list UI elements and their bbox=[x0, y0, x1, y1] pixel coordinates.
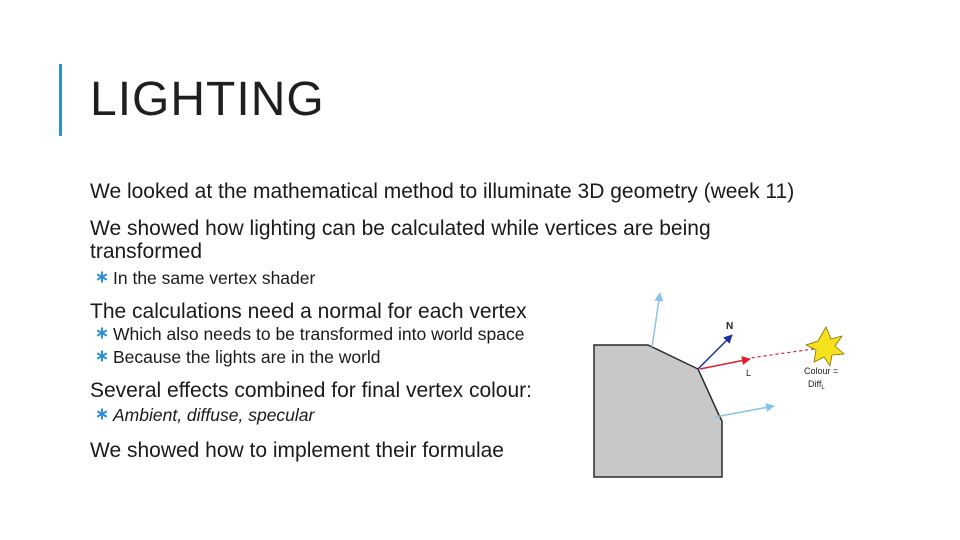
sub-bullet-text: Which also needs to be transformed into world space bbox=[113, 324, 525, 344]
lighting-diagram bbox=[590, 285, 870, 485]
side-normal-right-arrow bbox=[715, 406, 774, 417]
bullet-item: We showed how to implement their formulae bbox=[90, 439, 504, 462]
colour-label: Colour = bbox=[804, 366, 839, 376]
sub-bullet-text: Ambient, diffuse, specular bbox=[113, 405, 315, 425]
diff-formula: Diff$_L$ bbox=[808, 379, 825, 391]
sub-bullet-text: In the same vertex shader bbox=[113, 268, 316, 288]
slide-title: LIGHTING bbox=[90, 73, 325, 126]
light-direction-line bbox=[750, 348, 820, 358]
bullet-item: Several effects combined for final vertex colour: bbox=[90, 379, 532, 402]
asterisk-icon bbox=[96, 327, 108, 339]
light-source-icon bbox=[806, 327, 844, 366]
bullet-item: We showed how lighting can be calculated while vertices are being transformed bbox=[90, 217, 711, 263]
asterisk-icon bbox=[96, 408, 108, 420]
sub-bullet-text: Because the lights are in the world bbox=[113, 347, 381, 367]
asterisk-icon bbox=[96, 350, 108, 362]
bullet-item: We looked at the mathematical method to illuminate 3D geometry (week 11) bbox=[90, 180, 795, 203]
bullet-item: The calculations need a normal for each vertex bbox=[90, 300, 527, 323]
light-label: L bbox=[746, 368, 752, 378]
title-accent-bar bbox=[59, 64, 62, 136]
side-normal-top-arrow bbox=[652, 293, 660, 347]
asterisk-icon bbox=[96, 271, 108, 283]
normal-label: N bbox=[726, 321, 734, 332]
